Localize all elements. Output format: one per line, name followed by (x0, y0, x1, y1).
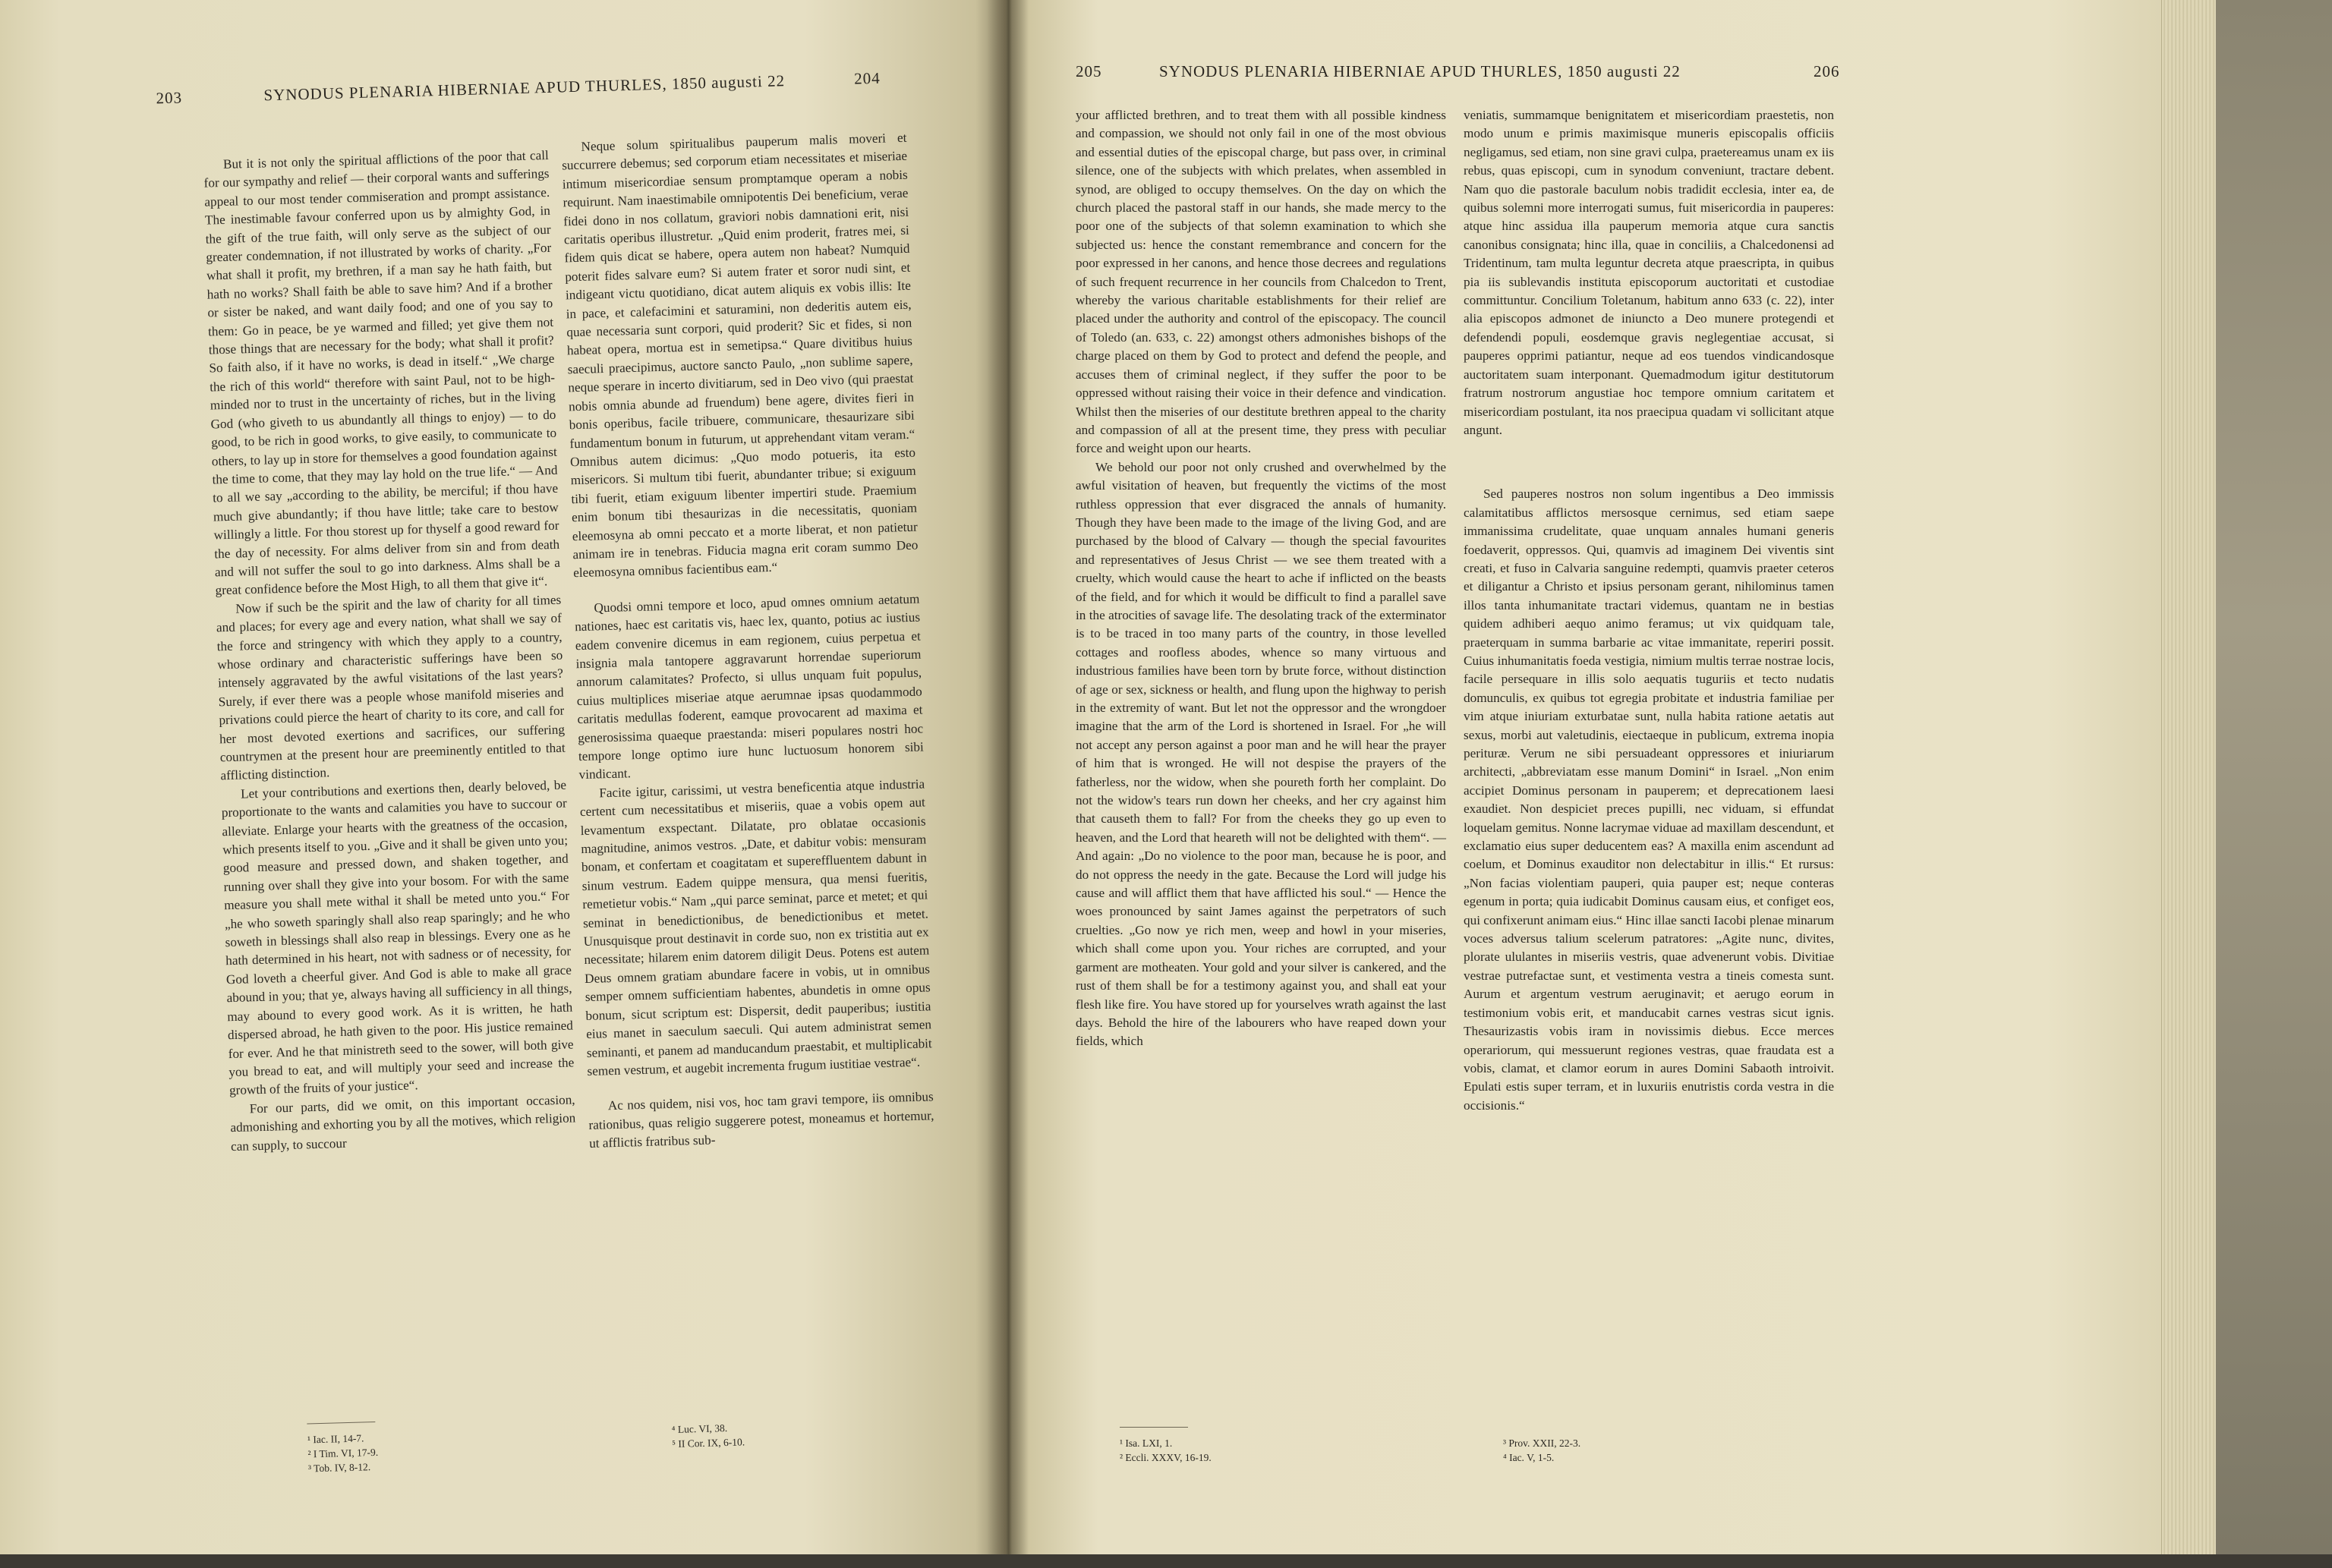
footnote: ³ Tob. IV, 8-12. (307, 1461, 371, 1475)
footnotes (1503, 1436, 1580, 1465)
paragraph: But it is not only the spiritual afflictions of the poor that call for our sympathy and relief — their corporal wants and sufferings appeal to our most tender commiseration and prompt assistance. The inestimable favour conferred upon us by almighty God, in the gift of the true faith, will only serve as the subject of our greater condemnation, if not illustrated by works of charity. „For what shall it profit, my brethren, if a man say he hath faith, but hath no works? Shall faith be able to save him? And if a brother or sister be naked, and want daily food; and one of you say to them: Go in peace, be ye warmed and filled; yet give them not those things that are necessary for the body; what shall it profit? So faith also, if it have no works, is dead in itself.“ „We charge the rich of this world“ therefore with saint Paul, not to be high-minded nor to trust in the uncertainty of riches, but in the living God (who giveth to us abundantly all things to enjoy) — to do good, to be rich in good works, to give easily, to communicate to others, to lay up in store for themselves a good foundation against the time to come, that they may lay hold on the true life.“ — And to all we say „according to the ability, be merciful; if thou have much give abundantly; if thou have little; take care to bestow willingly a little. For thou storest up for thyself a good reward for the day of necessity. For alms deliver from sin and from death and will not suffer the soul to go into darkness. Alms shall be a great confidence before the Most High, to all them that give it“. (203, 147, 561, 598)
footnotes (307, 1431, 379, 1476)
paragraph: your afflicted brethren, and to treat them with all possible kindness and compassion, we should not only fail in one of the most obvious and essential duties of the episcopal charge, but pass over, in criminal silence, one of the subjects with which prelates, when assembled in synod, are obliged to occupy themselves. On the day on which the church placed the pastoral staff in our hands, she made mercy to the poor one of the subjects of that solemn examination to which she subjected us: hence the constant remembrance and concern for the poor expressed in her canons, and hence those decrees and regulations of such frequent recurrence in her councils from Chalcedon to Trent, whereby the various charitable establishments for their relief are placed under the authority and control of the episcopacy. The council of Toledo (an. 633, c. 22) amongst others admonishes bishops of the charge placed on them by God to protect and defend the people, and accuses them of criminal neglect, if they suffer the poor to be oppressed without raising their voice in their defence and vindication. Whilst then the miseries of our destitute brethren appeal to the charity and compassion of all at the present time, they press with peculiar force and weight upon our hearts. (1076, 108, 1446, 456)
footnote-rule (307, 1422, 375, 1425)
running-title: SYNODUS PLENARIA HIBERNIAE APUD THURLES, 1850 augusti 22 (1159, 62, 1681, 80)
left-page-content (0, 0, 1028, 1568)
paragraph: Sed pauperes nostros non solum ingentibus a Deo immissis calamitatibus afflictos mersosque cernimus, sed etiam saepe immanissima crudelitate, quae unquam annales humani generis foedaverit, oppressos. Qui, quamvis ad imaginem Dei viventis sint creati, et fuso in Calvaria sanguine redempti, quamvis praeter ceteros et diligantur a Christo et ipsius personam gerant, nihilominus tamen illos tanta inhumanitate tractari videmus, quantam ne in bestias quidem adhiberi aequo animo feramus; ut vix quidquam tale, praeterquam in summa barbarie ac vitae immanitate, reperiri possit. Cuius inhumanitatis foeda vestigia, nimium multis terrae nostrae locis, facile persequare in illis solo aequatis tuguriis et tecto nudatis domunculis, ex quibus tot egregia probitate et industria familiae per vim atque iniuriam exturbatae sunt, nulla habita ratione aetatis aut sexus, morbi aut valetudinis, eiectaeque in publicum, extrema inopia perituræ. Verum ne sibi persuadeant oppressores et iniuriarum architecti, „abbreviatam esse manum Domini“ in Israel. „Non enim accipiet Dominus personam in pauperem; et deprecationem laesi exaudiet. Non despiciet preces pupilli, nec viduam, si effundat loquelam gemitus. Nonne lacrymae viduae ad maxillam descendunt, et exclamatio eius super deducentem eas? A maxilla enim ascendunt ad coelum, et Dominus exauditor non delectabitur in illis.“ Et rursus: „Non facias violentiam pauperi, quia pauper est; neque conteras egenum in porta; quia iudicabit Dominus causam eius, et configet eos, qui confixerunt animam eius.“ Hinc illae sancti Iacobi plenae minarum voces adversus talium scelerum patratores: „Agite nunc, divites, plorate ululantes in miseriis vestris, quae advenerunt vobis. Divitiae vestrae putrefactae sunt, et vestimenta vestra a tineis comesta sunt. Aurum et argentum vestrum aeruginavit; et aerugo eorum in testimonium vobis erit, et manducabit carnes vestras sicut ignis. Thesaurizastis vobis iram in novissimis diebus. Ecce merces operariorum, qui messuerunt regiones vestras, quae fraudata est a vobis, clamat, et clamor eorum in aures Domini Sabaoth introivit. Epulati estis super terram, et in luxuriis enutristis corda vestra in die occisionis.“ (1464, 486, 1834, 1113)
left-page-header (156, 68, 881, 112)
latin-column (561, 129, 934, 1154)
footnote-rule (1120, 1427, 1188, 1428)
page-number: 203 (156, 88, 183, 108)
paragraph: Quodsi omni tempore et loco, apud omnes omnium aetatum nationes, haec est caritatis vis, haec lex, quanto, potius ac iustius eadem convenire dicemus in eam regionem, cuius perpetua et insignia mala tantopere aggravarunt horrendae superiorum annorum calamitates? Profecto, si ullus unquam fuit populus, cuius multiplices miseriae atque aerumnae ipsas quodammodo caritatis medullas foderent, eamque provocarent ad maxima et generosissima quaeque praestanda: miseri populares nostri hoc tempore longe optimo iure hunc luctuosum honorem sibi vindicant. (574, 591, 925, 782)
footnote: ² I Tim. VI, 17-9. (307, 1446, 379, 1460)
footnote: ¹ Isa. LXI, 1. (1120, 1437, 1173, 1449)
page-number: 204 (853, 68, 881, 88)
paragraph: Neque solum spiritualibus pauperum malis moveri et succurrere debemus; sed corporum etiam necessitates et miseriae intimum misericordiae sensum promptamque operam a nobis requirunt. Nam inaestimabile omnipotentis Dei beneficium, verae fidei dono in nos collatum, graviori nobis damnationi erit, nisi caritatis operibus illustretur. „Quid enim proderit, fratres mei, si fidem quis dicat se habere, opera autem non habeat? Numquid poterit fides salvare eum? Si autem frater et soror nudi sint, et indigeant victu quotidiano, dicat autem aliquis ex vobis illis: Ite in pace, et calefacimini et saturamini, non dederitis autem eis, quae necessaria sunt corpori, quid proderit? Sic et fides, si non habeat opera, mortua est in semetipsa.“ Quare divitibus huius saeculi praecipimus, auctore sancto Paulo, „non sublime sapere, neque sperare in incerto divitiarum, sed in Deo vivo (qui praestat nobis omnia abunde ad fruendum) bene agere, divites fieri in bonis operibus, facile tribuere, communicare, thesaurizare sibi fundamentum bonum in futurum, ut apprehendant vitam veram.“ Omnibus autem dicimus: „Quo modo potueris, ita esto misericors. Si multum tibi fuerit, abundanter tribue; si exiguum tibi fuerit, etiam exiguum libenter impertiri stude. Praemium enim bonum tibi thesaurizas in die necessitatis, quoniam eleemosyna ab omni peccato et a morte liberat, et non patietur animam ire in tenebras. Fiducia magna erit coram summo Deo eleemosyna omnibus facientibus eam.“ (561, 130, 919, 581)
paragraph: For our parts, did we omit, on this important occasion, admonishing and exhorting you by all the motives, which religion can supply, to succour (230, 1092, 576, 1154)
english-column (203, 146, 577, 1156)
footnote: ² Eccli. XXXV, 16-19. (1120, 1452, 1212, 1463)
right-page-header (1076, 62, 1842, 85)
paragraph: Facite igitur, carissimi, ut vestra beneficentia atque industria certent cum necessitatibus et miseriis, quae a vobis opem aut levamentum exspectant. Dilatate, pro oblatae occasionis magnitudine, animos vestros. „Date, et dabitur vobis: mensuram bonam, et confertam et coagitatam et supereffluentem dabunt in sinum vestrum. Eadem quippe mensura, qua mensi fueritis, remetietur vobis.“ Nam „qui parce seminat, parce et metet; et qui seminat in benedictionibus, de benedictionibus et metet. Unusquisque prout destinavit in corde suo, non ex tristitia aut ex necessitate; hilarem enim datorem diligit Deus. Potens est autem Deus omnem gratiam abundare facere in vobis, ut in omnibus semper omnem sufficientiam habentes, abundetis in omne opus bonum, sicut scriptum est: Dispersit, dedit pauperibus; iustitia eius manet in saeculum saeculi. Qui autem administrat semen seminanti, et panem ad manducandum praestabit, et multiplicabit semen vestrum, et augebit incrementa frugum iustitiae vestrae“. (579, 776, 932, 1078)
running-title: SYNODUS PLENARIA HIBERNIAE APUD THURLES, 1850 augusti 22 (263, 71, 786, 105)
paragraph: Ac nos quidem, nisi vos, hoc tam gravi tempore, iis omnibus rationibus, quas religio suggerere potest, moneamus et hortemur, ut afflictis fratribus sub- (588, 1089, 934, 1151)
english-column (1076, 106, 1446, 1051)
footnotes (1120, 1436, 1212, 1465)
footnote: ⁴ Luc. VI, 38. (671, 1422, 728, 1436)
footnote: ⁴ Iac. V, 1-5. (1503, 1452, 1555, 1463)
page-edges (2161, 0, 2217, 1554)
page-number: 205 (1076, 62, 1102, 80)
paragraph: Let your contributions and exertions then, dearly beloved, be proportionate to the wants and calamities you have to succour or alleviate. Enlarge your hearts with the greatness of the occasion, which presents itself to you. „Give and it shall be given unto you; good measure and pressed down, and shaken together, and running over shall they give into your bosom. For with the same measure you shall mete withal it shall be meted unto you.“ For „he who soweth sparingly shall also reap sparingly; and he who soweth in blessings shall also reap in blessings. Every one as he hath determined in his heart, not with sadness or of necessity, for God loveth a cheerful giver. And God is able to make all grace abound in you; that ye, always having all sufficiency in all things, may abound to every good work. As it is written, he hath dispersed abroad, he hath given to the poor. His justice remained for ever. And he that ministreth seed to the sower, will both give you bread to eat, and will multiply your seed and increase the growth of the fruits of your justice“. (221, 777, 575, 1098)
paragraph: veniatis, summamque benignitatem et misericordiam praestetis, non modo unum e primis maximisque muneris episcopalis officiis negligamus, sed etiam, non sine gravi culpa, praetereamus unam ex iis rebus, quas episcopi, cum in synodum conveniunt, tractare debent. Nam quo die pastorale baculum nobis tradidit ecclesia, inter ea, de quibus solemni more interrogati sumus, fuit misericordia in pauperes: atque hinc assidua illa pauperum memoria atque cura sanctis canonibus consignata; hinc illa, quae in conciliis, a Chalcedonensi ad Tridentinum, tam multa leguntur decreta atque praescripta, in quibus pia iis sublevandis instituta episcoporum auctoritati et custodiae committuntur. Concilium Toletanum, habitum anno 633 (c. 22), inter alia episcopos admonet de iniuncto a Deo munere protegendi et defendendi populi, eosdemque gravis neglegentiae accusat, si pauperes opprimi patiantur, neque ad eos tuendos vindicandosque auctoritatem suam interponant. Quemadmodum igitur destitutorum fratrum nostrorum angustiae hoc tempore omnium caritatem et misericordiam postulant, ita nos praecipua quadam vi sollicitant atque angunt. (1464, 108, 1834, 437)
table-surface (2216, 0, 2332, 1554)
footnote: ³ Prov. XXII, 22-3. (1503, 1437, 1581, 1449)
footnote: ⁵ II Cor. IX, 6-10. (672, 1436, 745, 1450)
footnote: ¹ Iac. II, 14-7. (307, 1432, 364, 1446)
paragraph: Now if such be the spirit and the law of charity for all times and places; for every age and every nation, what shall we say of the force and stringency with which they apply to a country, whose ordinary and characteristic sufferings have been so intensely aggravated by the awful visitations of the last years? Surely, if ever there was a people whose manifold miseries and privations could pierce the heart of charity to its core, and call for her most devoted exertions and sacrifices, our suffering countrymen at the present hour are preeminently entitled to that afflicting distinction. (216, 592, 566, 783)
latin-column (1464, 106, 1834, 1115)
right-page-content (1006, 0, 2161, 1554)
page-number: 206 (1814, 62, 1840, 80)
paragraph: We behold our poor not only crushed and overwhelmed by the awful visitation of heaven, but frequently the victims of the most ruthless oppression that ever disgraced the annals of humanity. Though they have been made to the image of the living God, and are purchased by the blood of Calvary — though the special favourites and representatives of Jesus Christ — we see them treated with a cruelty, which would cause the heart to ache if inflicted on the beasts of the field, and for which it would be difficult to find a parallel save in the atrocities of savage life. The desolating track of the exterminator is to be traced in too many parts of the country, in those levelled cottages and roofless abodes, whence so many virtuous and industrious families have been torn by brute force, without distinction of age or sex, sickness or health, and flung upon the highway to perish in the extremity of want. But let not the oppressor and the wrongdoer imagine that the arm of the Lord is shortened in Israel. For „he will not accept any person against a poor man and he will hear the prayer of him that is wronged. He will not despise the prayers of the fatherless, nor the widow, when she poureth forth her complaint. Do not the widow's tears run down her cheeks, and her cry against him that causeth them to fall? For from the cheeks they go up even to heaven, and the Lord that heareth will not be delighted with them“. — And again: „Do no violence to the poor man, because he is poor, and do not oppress the needy in the gate. Because the Lord will judge his cause and will afflict them that have afflicted his soul.“ — Hence the woes pronounced by saint James against the perpetrators of such cruelties. „Go now ye rich men, weep and howl in your miseries, which shall come upon you. Your riches are corrupted, and your garment are motheaten. Your gold and your silver is cankered, and the rust of them shall be for a testimony against you, and shall eat your flesh like fire. You have stored up for yourselves wrath against the last days. Behold the hire of the labourers who have reaped down your fields, which (1076, 459, 1446, 1049)
footnotes (671, 1420, 745, 1451)
